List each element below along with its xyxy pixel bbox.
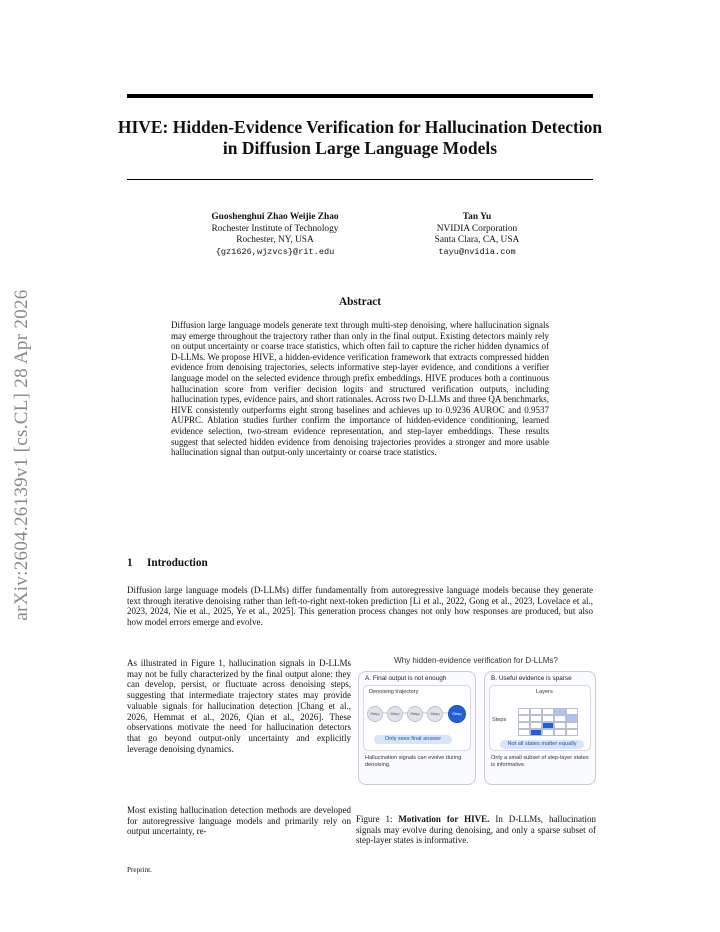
step-layer-cell [542, 722, 554, 729]
footer-note: Preprint. [127, 866, 152, 874]
step-layer-cell [518, 722, 530, 729]
figure-panel-b [484, 671, 596, 785]
paragraph-intro-2: As illustrated in Figure 1, hallucination signals in D-LLMs may not be fully characterized by the final output alone: they can develop, persist, or fluctuate across denoising steps, suggesting that intermediate trajectory states may provide valuable signals for hallucination detection [Chang et al., 2026, Hemmat et al., 2026, Qian et al., 2026]. These observations motivate the need for hallucination detectors that go beyond output-only uncertainty and explicitly leverage denoising dynamics. [127, 658, 351, 754]
trajectory-box [363, 685, 471, 751]
caption-text: In D-LLMs, hallucination signals may evolve during denoising, and only a sparse subset of step-layer states is informative. [356, 814, 596, 846]
author-block-right [402, 212, 552, 258]
step-layer-cell [566, 708, 578, 715]
step-node: Step₃ [407, 706, 423, 722]
step-layer-cell [530, 722, 542, 729]
step-layer-box [489, 685, 591, 751]
step-layer-cell [554, 715, 566, 722]
author-names: Tan Yu [462, 212, 492, 222]
figure-caption [356, 814, 596, 846]
arxiv-id: arXiv:2604.26139v1 [cs.CL] 28 Apr 2026 [11, 289, 32, 621]
step-node: Step₂ [387, 706, 403, 722]
step-layer-cell [566, 729, 578, 736]
step-node: Step₁ [367, 706, 383, 722]
paper-title: HIVE: Hidden-Evidence Verification for Hallucination Detection in Diffusion Large Language Models [117, 117, 603, 158]
title-bottom-rule [127, 179, 593, 180]
figure-title: Why hidden-evidence verification for D-LLMs? [394, 656, 558, 665]
step-layer-cell [518, 729, 530, 736]
step-layer-cell [530, 715, 542, 722]
section-heading [127, 557, 208, 569]
step-layer-cell [542, 729, 554, 736]
step-node: Step₄ [427, 706, 443, 722]
section-title: Introduction [147, 557, 208, 569]
panel-b-title: B. Useful evidence is sparse [491, 675, 572, 682]
author-block-left [160, 212, 390, 258]
steps-label: Steps [492, 717, 507, 723]
caption-label: Figure 1: [356, 814, 393, 824]
paragraph-intro-3: Most existing hallucination detection methods are developed for autoregressive language models and primarily rely on output uncertainty, re- [127, 805, 351, 837]
step-layer-cell [566, 715, 578, 722]
abstract-heading: Abstract [338, 296, 382, 308]
panel-a-title: A. Final output is not enough [365, 675, 447, 682]
title-top-rule [127, 94, 593, 98]
author-affiliation: Rochester Institute of Technology [211, 223, 339, 234]
step-layer-cell [566, 722, 578, 729]
caption-bold: Motivation for HIVE. [398, 814, 490, 824]
author-location: Rochester, NY, USA [236, 235, 314, 246]
author-location: Santa Clara, CA, USA [434, 235, 520, 246]
step-layer-cell [518, 715, 530, 722]
step-layer-cell [554, 729, 566, 736]
step-layer-cell [554, 708, 566, 715]
step-layer-cell [530, 708, 542, 715]
author-names: Guoshenghui Zhao Weijie Zhao [211, 212, 339, 222]
step-layer-cell [542, 708, 554, 715]
section-number: 1 [127, 557, 133, 569]
panel-a-note: Hallucination signals can evolve during denoising. [365, 755, 462, 768]
author-email[interactable]: {gz1626,wjzvcs}@rit.edu [215, 246, 335, 257]
final-step-node: Step₅ [448, 705, 466, 723]
trajectory-label: Denoising trajectory [369, 689, 419, 695]
step-layer-cell [530, 729, 542, 736]
paragraph-intro-1: Diffusion large language models (D-LLMs) differ fundamentally from autoregressive language models because they generate text through iterative denoising rather than left-to-right next-token prediction [Li et al., 2022, Gong et al., 2023, Lovelace et al., 2023, 2024, Nie et al., 2025, Ye et al., 2025]. This generation process changes not only how responses are produced, but also how model errors emerge and evolve. [127, 585, 593, 628]
author-affiliation: NVIDIA Corporation [436, 223, 518, 234]
panel-b-note: Only a small subset of step-layer states is informative. [491, 755, 589, 768]
step-layer-cell [554, 722, 566, 729]
layers-label: Layers [536, 689, 553, 695]
final-answer-pill: Only sees final answer [374, 735, 452, 744]
figure-1 [356, 656, 596, 788]
figure-panel-a [358, 671, 476, 785]
sparse-pill: Not all states matter equally [500, 740, 584, 749]
step-layer-cell [542, 715, 554, 722]
abstract-text: Diffusion large language models generate text through multi-step denoising, where hallucination signals may emerge throughout the trajectory rather than only in the final output. Existing detectors mainly rely on output uncertainty or coarse trace statistics, which often fail to capture the richer hidden dynamics of D-LLMs. We propose HIVE, a hidden-evidence verification framework that extracts compressed hidden evidence from denoising trajectories, selects informative step-layer evidence, and conditions a verifier language model on the selected evidence through prefix embeddings. HIVE produces both a continuous hallucination score from verifier decision logits and structured verification outputs, including hallucination types, evidence pairs, and short rationales. Across two D-LLMs and three QA benchmarks, HIVE consistently outperforms eight strong baselines and achieves up to 0.9236 AUROC and 0.9537 AUPRC. Ablation studies further confirm the importance of hidden-evidence conditioning, learned evidence selection, two-stream evidence representation, and step-layer embeddings. These results suggest that selected hidden evidence from denoising trajectories provides a stronger and more usable hallucination signal than output-only uncertainty or coarse trace statistics. [171, 320, 549, 458]
author-email[interactable]: tayu@nvidia.com [438, 246, 516, 257]
step-layer-cell [518, 708, 530, 715]
